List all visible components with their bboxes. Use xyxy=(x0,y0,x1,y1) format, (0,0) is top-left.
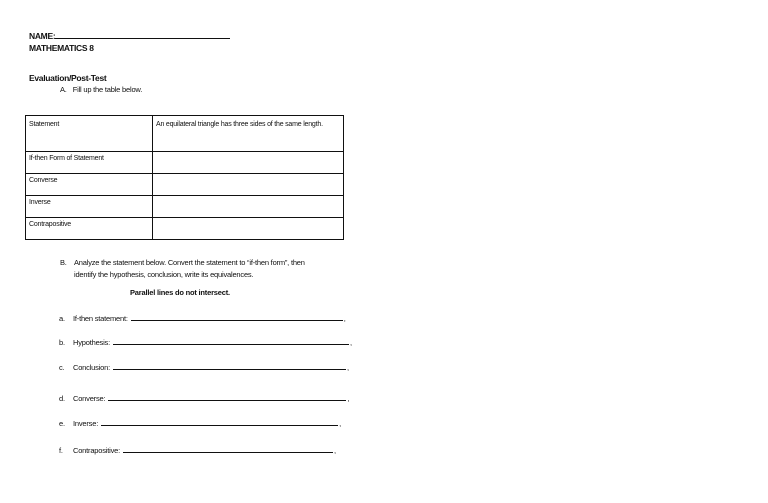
answer-blank-line[interactable] xyxy=(113,337,349,345)
part-b-instruction xyxy=(60,257,360,281)
item-label: Conclusion: xyxy=(73,363,110,372)
table-label-cell: Inverse xyxy=(26,196,153,218)
table-answer-cell[interactable] xyxy=(153,196,344,218)
name-label: NAME: xyxy=(29,31,56,41)
table-row xyxy=(26,218,344,240)
table-row xyxy=(26,174,344,196)
table-label-cell: If-then Form of Statement xyxy=(26,152,153,174)
part-b-text-line2: identify the hypothesis, conclusion, write its equivalences. xyxy=(74,270,254,279)
table-label-cell: Converse xyxy=(26,174,153,196)
item-end-mark: , xyxy=(339,419,341,428)
table-value-cell: An equilateral triangle has three sides of the same length. xyxy=(153,116,344,152)
table-label-cell: Contrapositive xyxy=(26,218,153,240)
item-letter: c. xyxy=(59,363,65,372)
name-field xyxy=(29,30,230,41)
item-letter: a. xyxy=(59,314,65,323)
focus-statement: Parallel lines do not intersect. xyxy=(130,288,230,297)
part-a-text: Fill up the table below. xyxy=(72,85,143,94)
answer-blank-line[interactable] xyxy=(113,362,346,370)
section-title: Evaluation/Post-Test xyxy=(29,73,107,83)
item-end-mark: , xyxy=(347,394,350,403)
item-end-mark: , xyxy=(347,363,349,372)
answer-item xyxy=(59,393,349,403)
table-answer-cell[interactable] xyxy=(153,174,344,196)
answer-item xyxy=(59,313,346,323)
subject-title: MATHEMATICS 8 xyxy=(29,43,94,53)
item-end-mark: , xyxy=(350,338,352,347)
answer-item xyxy=(59,337,352,347)
item-letter: e. xyxy=(59,419,65,428)
table-row xyxy=(26,152,344,174)
item-label: Converse: xyxy=(73,394,106,403)
item-letter: b. xyxy=(59,338,65,347)
statement-table xyxy=(25,115,344,240)
name-blank-line[interactable] xyxy=(55,30,230,39)
part-b-letter: B. xyxy=(60,258,67,267)
item-letter: f. xyxy=(59,446,63,455)
answer-blank-line[interactable] xyxy=(131,313,343,321)
item-label: Hypothesis: xyxy=(73,338,110,347)
item-label: If-then statement: xyxy=(73,314,128,323)
item-end-mark: , xyxy=(334,446,336,455)
answer-blank-line[interactable] xyxy=(123,445,333,453)
part-b-text-line1: Analyze the statement below. Convert the statement to “if-then form”, then xyxy=(74,258,305,267)
table-answer-cell[interactable] xyxy=(153,152,344,174)
part-a-instruction xyxy=(60,85,142,94)
part-a-letter: A. xyxy=(60,85,67,94)
item-end-mark: , xyxy=(343,314,346,323)
answer-item xyxy=(59,418,341,428)
answer-blank-line[interactable] xyxy=(108,393,346,401)
answer-item xyxy=(59,445,336,455)
item-label: Contrapositive: xyxy=(73,446,121,455)
table-answer-cell[interactable] xyxy=(153,218,344,240)
answer-blank-line[interactable] xyxy=(101,418,338,426)
table-row xyxy=(26,196,344,218)
answer-item xyxy=(59,362,349,372)
table-row xyxy=(26,116,344,152)
item-letter: d. xyxy=(59,394,65,403)
item-label: Inverse: xyxy=(73,419,99,428)
table-label-cell: Statement xyxy=(26,116,153,152)
